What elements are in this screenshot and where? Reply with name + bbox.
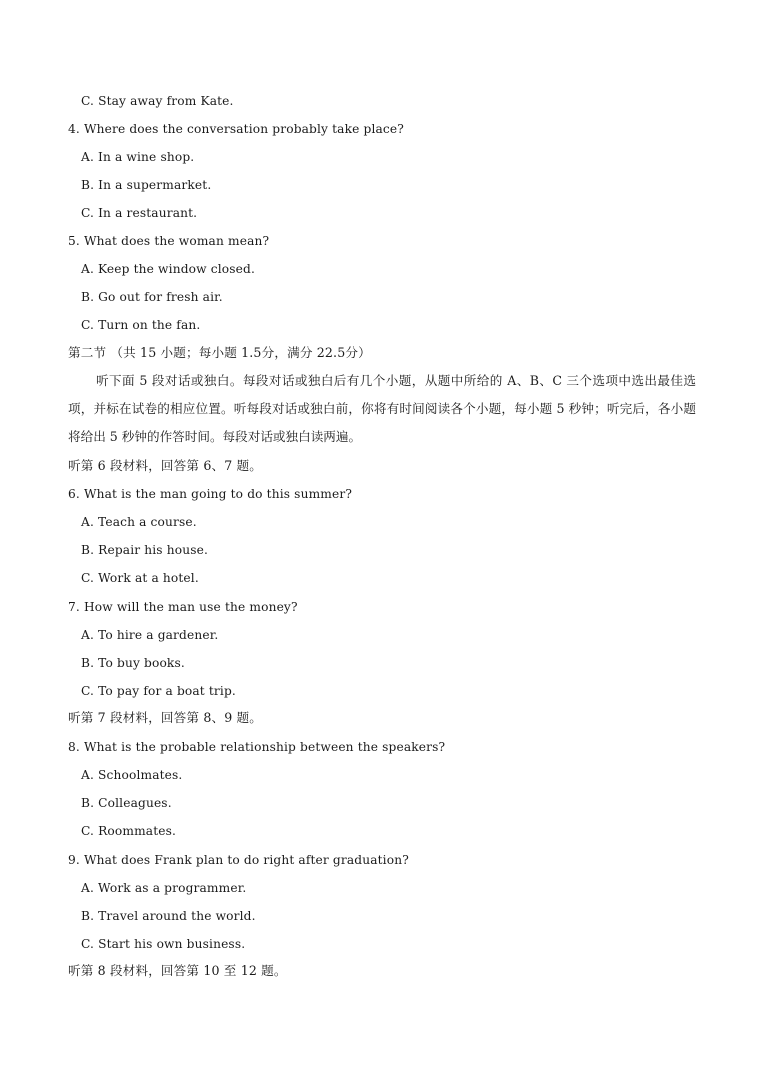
q8-option-b: B. Colleagues.	[81, 796, 172, 810]
q9-option-b: B. Travel around the world.	[81, 909, 256, 923]
section-instructions: 听下面 5 段对话或独白。每段对话或独白后有几个小题，从题中所给的 A、B、C 三个选项中选出最佳选项，并标在试卷的相应位置。听每段对话或独白前，你将有时间阅读各个小题，每小题 5 秒钟；听完后，各小题将给出 5 秒钟的作答时间。每段对话或独白读两遍。	[68, 373, 696, 444]
q7-option-c: C. To pay for a boat trip.	[81, 684, 236, 698]
q7-option-b: B. To buy books.	[81, 656, 185, 670]
q4-option-b: B. In a supermarket.	[81, 178, 212, 192]
q8-question: 8. What is the probable relationship between the speakers?	[68, 740, 446, 754]
q6-question: 6. What is the man going to do this summer?	[68, 487, 353, 501]
q6-option-b: B. Repair his house.	[81, 543, 209, 557]
section-heading: 第二节 （共 15 小题；每小题 1.5分，满分 22.5分）	[68, 345, 371, 360]
q4-question: 4. Where does the conversation probably take place?	[68, 122, 404, 136]
q7-option-a: A. To hire a gardener.	[81, 628, 219, 642]
q7-question: 7. How will the man use the money?	[68, 600, 298, 614]
q8-option-a: A. Schoolmates.	[81, 768, 183, 782]
material-7-heading: 听第 7 段材料，回答第 8、9 题。	[68, 710, 263, 725]
q5-option-c: C. Turn on the fan.	[81, 318, 201, 332]
material-6-heading: 听第 6 段材料，回答第 6、7 题。	[68, 458, 263, 473]
q6-option-a: A. Teach a course.	[81, 515, 197, 529]
q9-option-c: C. Start his own business.	[81, 937, 246, 951]
q6-option-c: C. Work at a hotel.	[81, 571, 199, 585]
q9-question: 9. What does Frank plan to do right after graduation?	[68, 853, 409, 867]
q5-option-b: B. Go out for fresh air.	[81, 290, 223, 304]
q3-option-c: C. Stay away from Kate.	[81, 94, 234, 108]
q8-option-c: C. Roommates.	[81, 824, 177, 838]
material-8-heading: 听第 8 段材料，回答第 10 至 12 题。	[68, 963, 287, 978]
q5-option-a: A. Keep the window closed.	[81, 262, 255, 276]
q4-option-a: A. In a wine shop.	[81, 150, 195, 164]
q9-option-a: A. Work as a programmer.	[81, 881, 247, 895]
q5-question: 5. What does the woman mean?	[68, 234, 270, 248]
q4-option-c: C. In a restaurant.	[81, 206, 198, 220]
